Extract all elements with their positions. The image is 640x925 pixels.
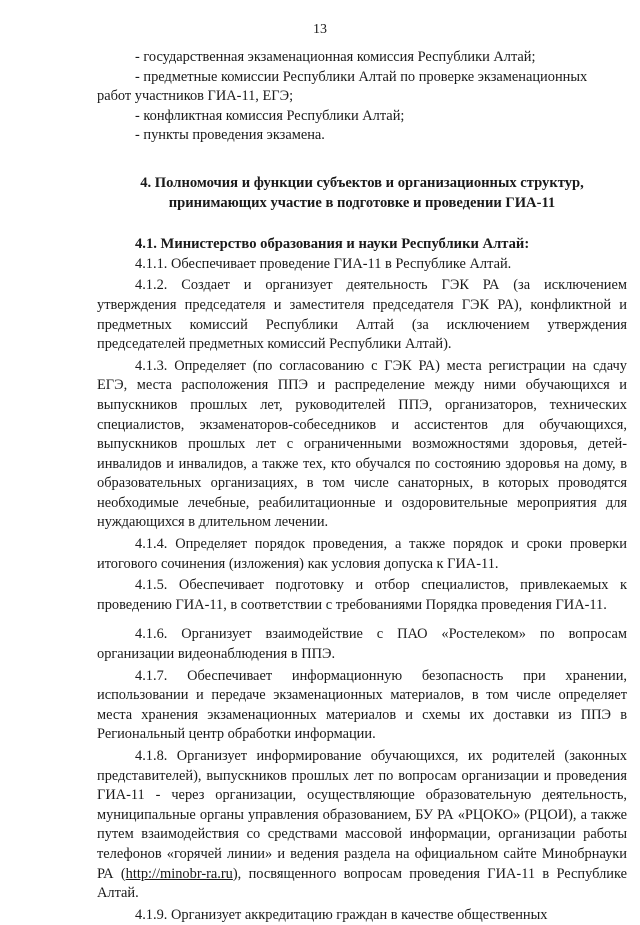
list-item: - конфликтная комиссия Республики Алтай; bbox=[135, 107, 405, 124]
paragraph-4-1-5: 4.1.5. Обеспечивает подготовку и отбор специалистов, привлекаемых к проведению ГИА-11, в соответствии с требованиями Порядка проведения ГИА-11. bbox=[97, 577, 627, 613]
section-heading-line: 4. Полномочия и функции субъектов и организационных структур, bbox=[140, 174, 584, 191]
list-item: - государственная экзаменационная комиссия Республики Алтай; bbox=[135, 49, 536, 65]
paragraph-4-1-8 bbox=[97, 747, 627, 904]
page-number: 13 bbox=[313, 22, 327, 37]
subsection-heading: 4.1. Министерство образования и науки Республики Алтай: bbox=[135, 236, 530, 253]
paragraph-4-1-8-text: 4.1.8. Организует информирование обучающихся, их родителей (законных представителей), выпускников прошлых лет по вопросам организации и проведения ГИА-11 - через организации, осуществляющие образовательную деятельность, муниципальные органы управления образованием, БУ РА «РЦОКО» (РЦОИ), а также путем взаимодействия со средствами массовой информации, организации работы телефонов «горячей линии» и ведения раздела на официальном сайте Минобрнауки РА ( bbox=[97, 748, 627, 882]
paragraph-4-1-4: 4.1.4. Определяет порядок проведения, а также порядок и сроки проверки итогового сочинения (изложения) как условия допуска к ГИА-11. bbox=[97, 536, 627, 572]
ministry-website-link[interactable]: http://minobr-ra.ru bbox=[125, 865, 233, 882]
section-heading bbox=[97, 174, 627, 213]
list-item: - предметные комиссии Республики Алтай по проверке экзаменационных bbox=[135, 68, 588, 85]
paragraph-4-1-7: 4.1.7. Обеспечивает информационную безопасность при хранении, использовании и передаче экзаменационных материалов, в том числе определяет места хранения экзаменационных материалов и схемы их доставки из ППЭ в Региональный центр обработки информации. bbox=[97, 667, 627, 743]
paragraph-4-1-9: 4.1.9. Организует аккредитацию граждан в качестве общественных bbox=[135, 906, 548, 923]
paragraph-4-1-1: 4.1.1. Обеспечивает проведение ГИА-11 в Республике Алтай. bbox=[135, 255, 512, 272]
paragraph-4-1-6: 4.1.6. Организует взаимодействие с ПАО «Ростелеком» по вопросам организации видеонаблюдения в ППЭ. bbox=[97, 626, 627, 663]
list-item-continuation: работ участников ГИА-11, ЕГЭ; bbox=[97, 88, 294, 105]
paragraph-4-1-3: 4.1.3. Определяет (по согласованию с ГЭК РА) места регистрации на сдачу ЕГЭ, места расположения ППЭ и распределение между ними обучающихся и выпускников прошлых лет, руководителей ППЭ, организаторов, технических специалистов, экзаменаторов-собеседников и ассистентов для обучающихся, выпускников прошлых лет с ограниченными возможностями здоровья, детей-инвалидов и инвалидов, а также тех, кто обучался по состоянию здоровья на дому, в образовательных организациях, в том числе санаторных, в которых проводятся необходимые лечебные, реабилитационные и оздоровительные мероприятия для нуждающихся в длительном лечении. bbox=[97, 357, 627, 531]
paragraph-4-1-8-text-end: ), посвященного вопросам проведения ГИА-11 в Республике Алтай. bbox=[97, 865, 627, 902]
page-content bbox=[97, 48, 627, 925]
paragraph-4-1-2: 4.1.2. Создает и организует деятельность ГЭК РА (за исключением утверждения председателя и заместителя председателя ГЭК РА), конфликтной и предметных комиссий Республики Алтай (за исключением утверждения председателей предметных комиссий Республики Алтай). bbox=[97, 277, 627, 353]
section-heading-line: принимающих участие в подготовке и проведении ГИА-11 bbox=[168, 194, 556, 211]
list-item: - пункты проведения экзамена. bbox=[135, 127, 325, 144]
